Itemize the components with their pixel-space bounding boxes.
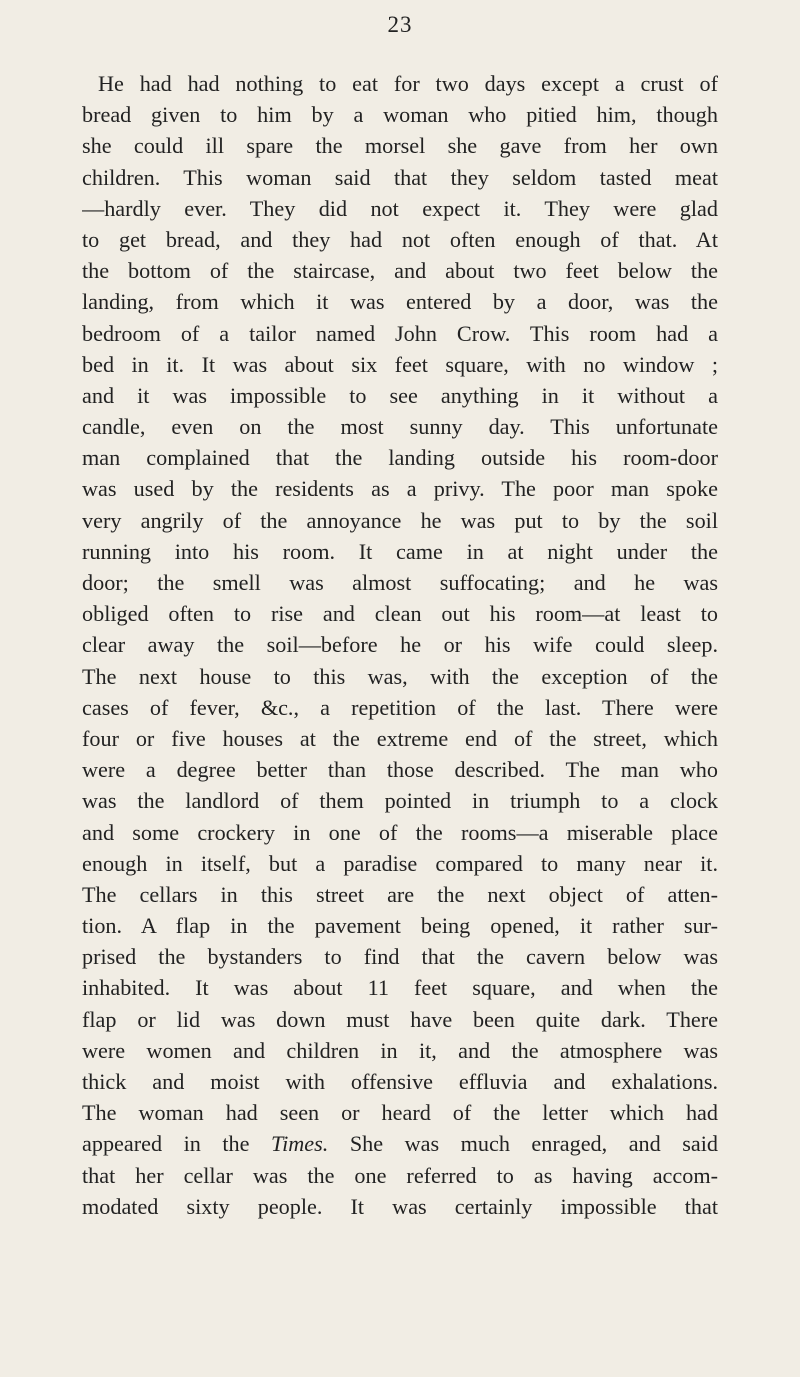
text-line: clear away the soil—before he or his wife could sleep. bbox=[82, 632, 718, 658]
text-line: man complained that the landing outside his room-door bbox=[82, 445, 718, 471]
text-line: and it was impossible to see anything in it without a bbox=[82, 382, 718, 408]
text-line: door; the smell was almost suffocating; and he was bbox=[82, 570, 718, 595]
text-line: was the landlord of them pointed in triumph to a clock bbox=[82, 788, 718, 814]
text-line: The next house to this was, with the exception of the bbox=[82, 663, 718, 689]
page-number: 23 bbox=[387, 12, 413, 37]
text-line: —hardly ever. They did not expect it. They were glad bbox=[82, 195, 718, 221]
text-line: was used by the residents as a privy. The poor man spoke bbox=[82, 476, 718, 502]
text-line: running into his room. It came in at night under the bbox=[82, 538, 718, 564]
text-line: bedroom of a tailor named John Crow. This room had a bbox=[82, 320, 718, 346]
text-line: were a degree better than those described. The man who bbox=[82, 757, 718, 783]
body-text bbox=[82, 68, 718, 1222]
text-line: were women and children in it, and the atmosphere was bbox=[82, 1037, 718, 1063]
text-line: tion. A flap in the pavement being opened, it rather sur- bbox=[82, 913, 718, 939]
text-line: and some crockery in one of the rooms—a miserable place bbox=[82, 819, 718, 845]
text-line: four or five houses at the extreme end of the street, which bbox=[82, 725, 718, 751]
text-line: prised the bystanders to find that the cavern below was bbox=[82, 944, 718, 970]
text-line: to get bread, and they had not often enough of that. At bbox=[82, 226, 718, 252]
text-line: enough in itself, but a paradise compared to many near it. bbox=[82, 850, 718, 876]
text-line: the bottom of the staircase, and about two feet below the bbox=[82, 258, 718, 284]
text-line: landing, from which it was entered by a door, was the bbox=[82, 289, 718, 315]
text-line: The cellars in this street are the next object of atten- bbox=[82, 881, 718, 907]
text-line: that her cellar was the one referred to as having accom- bbox=[82, 1162, 718, 1188]
text-line: bed in it. It was about six feet square, with no window ; bbox=[82, 351, 718, 377]
text-line bbox=[82, 1128, 718, 1159]
text-line: bread given to him by a woman who pitied him, though bbox=[82, 102, 718, 128]
text-line: inhabited. It was about 11 feet square, and when the bbox=[82, 975, 718, 1001]
newspaper-title: Times. bbox=[270, 1131, 329, 1157]
text-segment: appeared in the bbox=[82, 1131, 271, 1157]
text-line: modated sixty people. It was certainly impossible that bbox=[82, 1193, 718, 1219]
text-line: The woman had seen or heard of the letter which had bbox=[82, 1100, 718, 1126]
text-line: He had had nothing to eat for two days except a crust of bbox=[98, 71, 718, 96]
text-line: cases of fever, &c., a repetition of the last. There were bbox=[82, 694, 718, 720]
text-line: flap or lid was down must have been quite dark. There bbox=[82, 1006, 718, 1032]
text-line: obliged often to rise and clean out his room—at least to bbox=[82, 601, 718, 627]
text-line: candle, even on the most sunny day. This unfortunate bbox=[82, 414, 718, 440]
text-line: very angrily of the annoyance he was put to by the soil bbox=[82, 507, 718, 533]
text-line: she could ill spare the morsel she gave from her own bbox=[82, 133, 718, 159]
text-line: thick and moist with offensive effluvia and exhalations. bbox=[82, 1069, 718, 1094]
text-line: children. This woman said that they seldom tasted meat bbox=[82, 164, 718, 190]
text-segment: She was much enraged, and said bbox=[328, 1131, 718, 1157]
